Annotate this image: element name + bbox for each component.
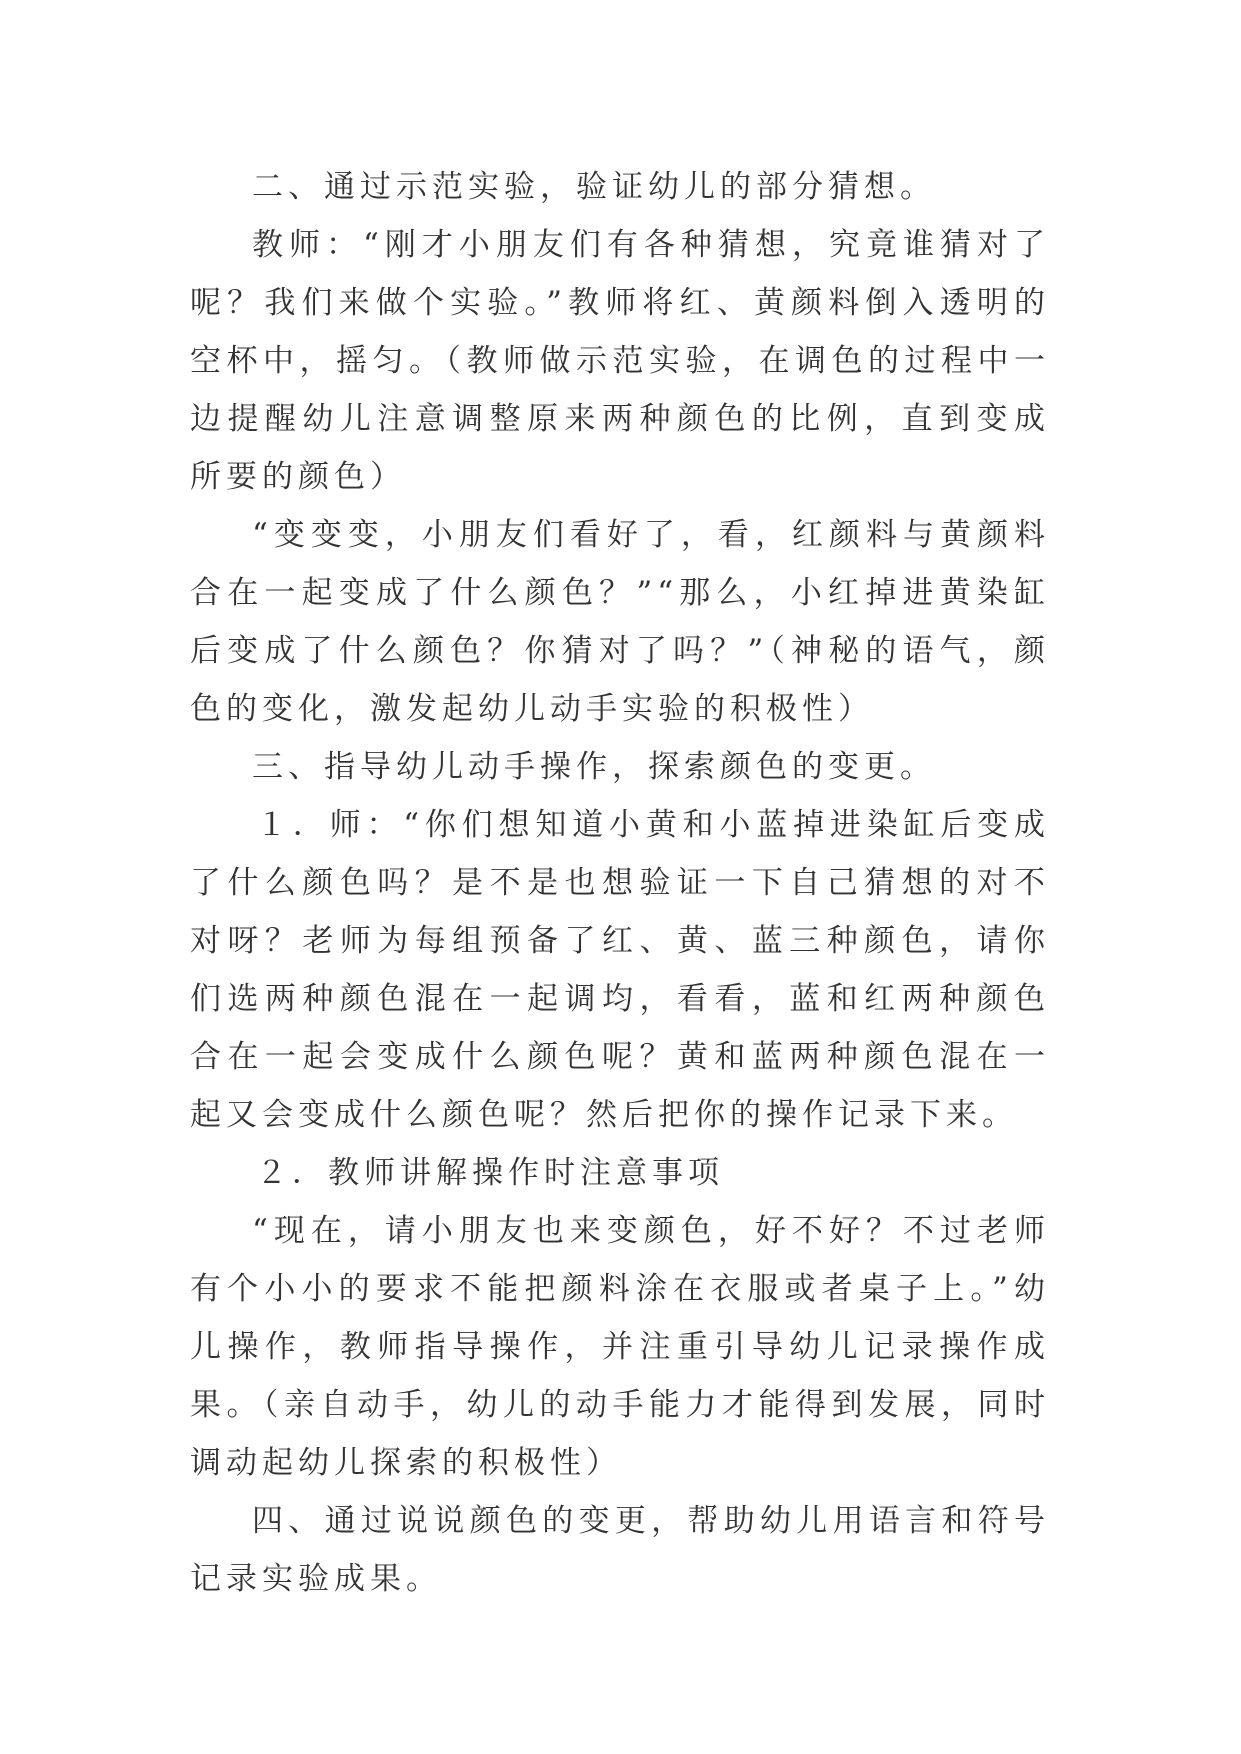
list-item-1: １．师：“你们想知道小黄和小蓝掉进染缸后变成了什么颜色吗？是不是也想验证一下自己猜想的对不对呀？老师为每组预备了红、黄、蓝三种颜色，请你们选两种颜色混在一起调均，看看，蓝和红两种颜色合在一起会变成什么颜色呢？黄和蓝两种颜色混在一起又会变成什么颜色呢？然后把你的操作记录下来。 bbox=[190, 807, 1050, 1133]
paragraph-color-change: “变变变，小朋友们看好了，看，红颜料与黄颜料合在一起变成了什么颜色？”“那么，小红掉进黄染缸后变成了什么颜色？你猜对了吗？”（神秘的语气，颜色的变化，激发起幼儿动手实验的积极性） bbox=[190, 517, 1050, 727]
section-heading-2: 二、通过示范实验，验证幼儿的部分猜想。 bbox=[252, 169, 936, 205]
section-heading-3: 三、指导幼儿动手操作，探索颜色的变更。 bbox=[252, 749, 936, 785]
paragraph-child-operation: “现在，请小朋友也来变颜色，好不好？不过老师有个小小的要求不能把颜料涂在衣服或者桌子上。”幼儿操作，教师指导操作，并注重引导幼儿记录操作成果。（亲自动手，幼儿的动手能力才能得到发展，同时调动起幼儿探索的积极性） bbox=[190, 1213, 1050, 1481]
list-item-2: ２．教师讲解操作时注意事项 bbox=[256, 1155, 724, 1191]
paragraph-teacher-demo: 教师：“刚才小朋友们有各种猜想，究竟谁猜对了呢？我们来做个实验。”教师将红、黄颜料倒入透明的空杯中，摇匀。（教师做示范实验，在调色的过程中一边提醒幼儿注意调整原来两种颜色的比例，直到变成所要的颜色） bbox=[190, 227, 1050, 495]
section-heading-4: 四、通过说说颜色的变更，帮助幼儿用语言和符号记录实验成果。 bbox=[190, 1503, 1050, 1597]
document-body bbox=[190, 158, 1050, 1608]
